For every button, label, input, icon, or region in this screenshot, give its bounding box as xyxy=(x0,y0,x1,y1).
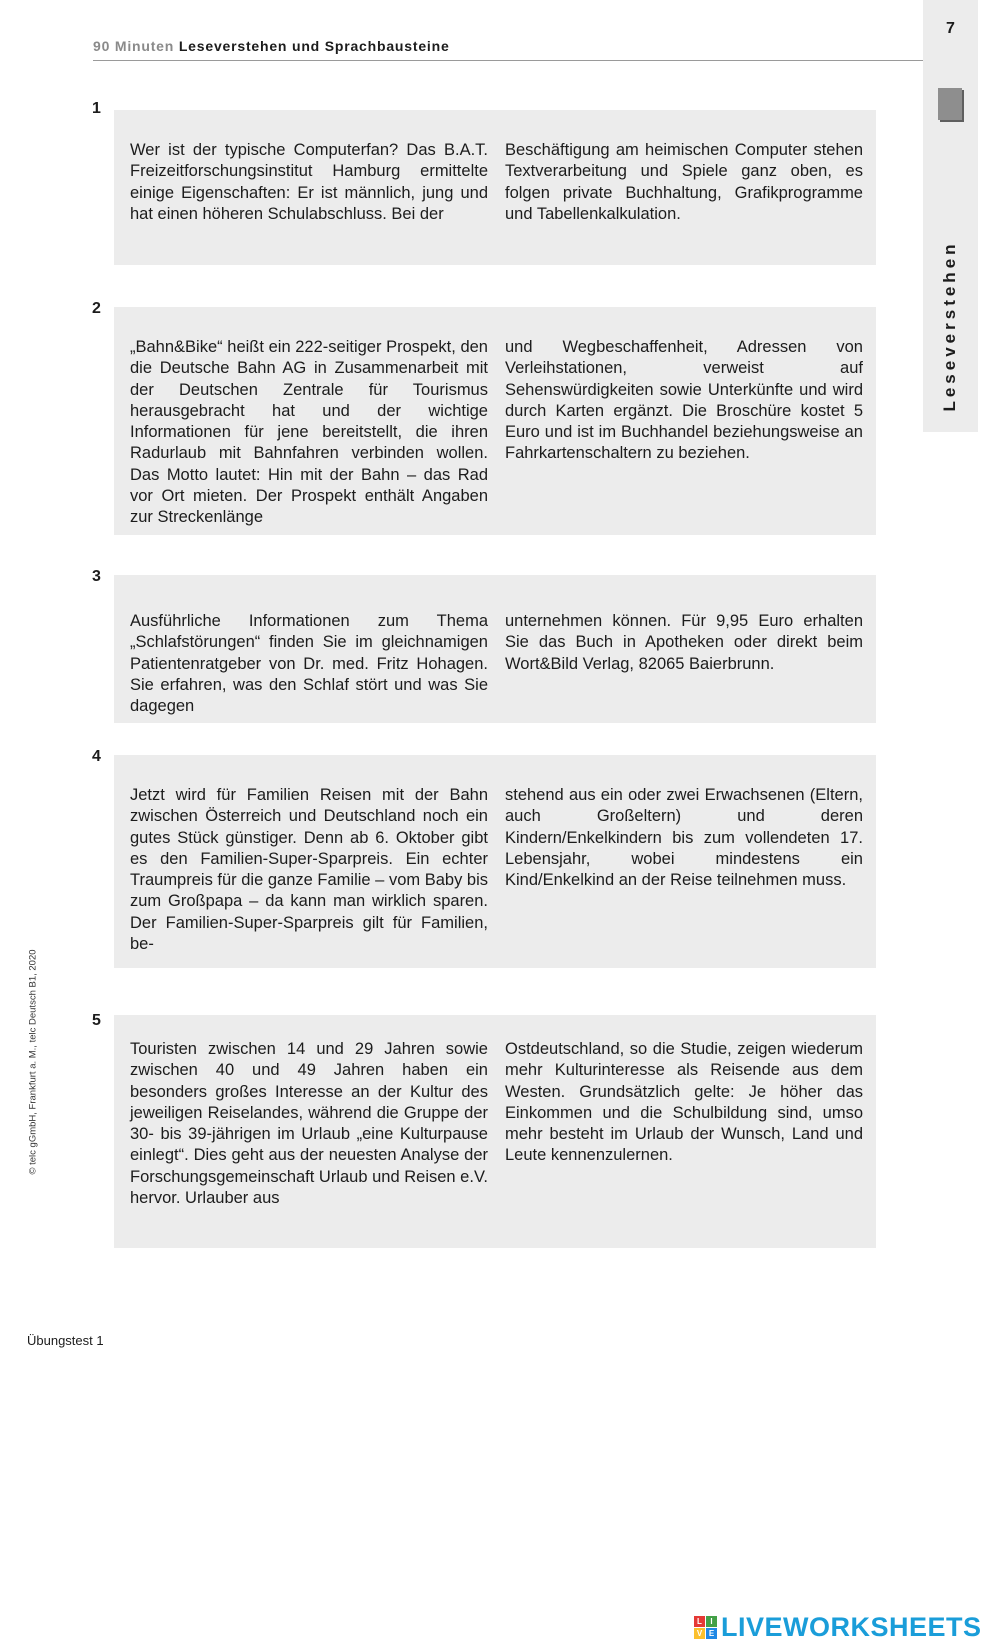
section-marker-icon xyxy=(938,88,962,120)
logo-letter: I xyxy=(706,1616,717,1627)
text-3-right-column: unternehmen können. Für 9,95 Euro erhalten Sie das Buch in Apotheken oder direkt beim Wort&Bild Verlag, 82065 Baierbrunn. xyxy=(505,612,863,673)
text-4-right-column: stehend aus ein oder zwei Erwachsenen (Eltern, auch Großeltern) und deren Kindern/Enkelkindern bis zum vollendeten 17. Lebensjahr, wobei mindestens ein Kind/Enkelkind an der Reise teilnehmen muss. xyxy=(505,786,863,890)
text-box-4 xyxy=(114,755,876,968)
text-2-left-column: „Bahn&Bike“ heißt ein 222-seitiger Prospekt, den die Deutsche Bahn AG in Zusammenarbeit mit der Deutschen Zentrale für Tourismus herausgebracht hat und der wichtige Informationen für jene bereitstellt, die ihren Radurlaub mit Bahnfahren verbinden wollen. Das Motto lautet: Hin mit der Bahn – das Rad vor Ort mieten. Der Prospekt enthält Angaben zur Streckenlänge xyxy=(130,338,488,527)
text-box-2 xyxy=(114,307,876,535)
side-label: Leseverstehen xyxy=(940,240,959,412)
liveworksheets-logo[interactable] xyxy=(694,1612,982,1643)
text-box-5 xyxy=(114,1015,876,1248)
header-minutes: 90 Minuten xyxy=(93,38,175,54)
footer-label: Übungstest 1 xyxy=(27,1333,104,1348)
logo-letter: E xyxy=(706,1628,717,1639)
text-2-right-column: und Wegbeschaffenheit, Adressen von Verleihstationen, verweist auf Sehenswürdigkeiten sowie Unterkünfte und wird durch Karten ergänzt. Die Broschüre kostet 5 Euro und ist im Buchhandel beziehungsweise an Fahrkartenschaltern zu beziehen. xyxy=(505,338,863,463)
text-4-left-column: Jetzt wird für Familien Reisen mit der Bahn zwischen Österreich und Deutschland noch ein gutes Stück günstiger. Denn ab 6. Oktober gibt es den Familien-Super-Sparpreis. Ein echter Traumpreis für die ganze Familie – vom Baby bis zum Großpapa – da kann man wirklich sparen. Der Familien-Super-Sparpreis gilt für Familien, be- xyxy=(130,786,488,954)
logo-letter: L xyxy=(694,1616,705,1627)
text-5-left-column: Touristen zwischen 14 und 29 Jahren sowie zwischen 40 und 49 Jahren haben ein besonders großes Interesse an der Kultur des jeweiligen Reiselandes, während die Gruppe der 30- bis 39-jährigen im Urlaub „eine Kulturpause einlegt“. Dies geht aus der neuesten Analyse der Forschungsgemeinschaft Urlaub und Reisen e.V. hervor. Urlauber aus xyxy=(130,1040,489,1208)
header xyxy=(93,38,450,54)
text-box-1 xyxy=(114,110,876,265)
text-number-2: 2 xyxy=(92,300,101,317)
logo-text: LIVEWORKSHEETS xyxy=(721,1612,982,1642)
header-title: Leseverstehen und Sprachbausteine xyxy=(178,38,450,54)
logo-grid-icon xyxy=(694,1616,717,1639)
logo-letter: V xyxy=(694,1628,705,1639)
text-1-left-column: Wer ist der typische Computerfan? Das B.A.T. Freizeitforschungsinstitut Hamburg ermittelte einige Eigenschaften: Er ist männlich, jung und hat einen höheren Schulabschluss. Bei der xyxy=(130,141,488,223)
text-number-1: 1 xyxy=(92,100,101,117)
copyright-notice: © telc gGmbH, Frankfurt a. M., telc Deutsch B1, 2020 xyxy=(27,949,39,1175)
text-number-3: 3 xyxy=(92,568,101,585)
text-1-right-column: Beschäftigung am heimischen Computer stehen Textverarbeitung und Spiele ganz oben, es folgen private Buchhaltung, Grafikprogramme und Tabellenkalkulation. xyxy=(505,141,863,223)
page-number: 7 xyxy=(946,20,955,37)
text-number-4: 4 xyxy=(92,748,101,765)
header-rule xyxy=(93,60,923,61)
text-number-5: 5 xyxy=(92,1012,101,1029)
text-box-3 xyxy=(114,575,876,723)
text-3-left-column: Ausführliche Informationen zum Thema „Schlafstörungen“ finden Sie im gleichnamigen Patientenratgeber von Dr. med. Fritz Hohagen. Sie erfahren, was den Schlaf stört und was Sie dagegen xyxy=(130,612,488,716)
text-5-right-column: Ostdeutschland, so die Studie, zeigen wiederum mehr Kulturinteresse als Reisende aus dem Westen. Grundsätzlich gelte: Je höher das Einkommen und die Schulbildung sind, umso mehr besteht im Urlaub der Wunsch, Land und Leute kennenzulernen. xyxy=(505,1040,863,1165)
